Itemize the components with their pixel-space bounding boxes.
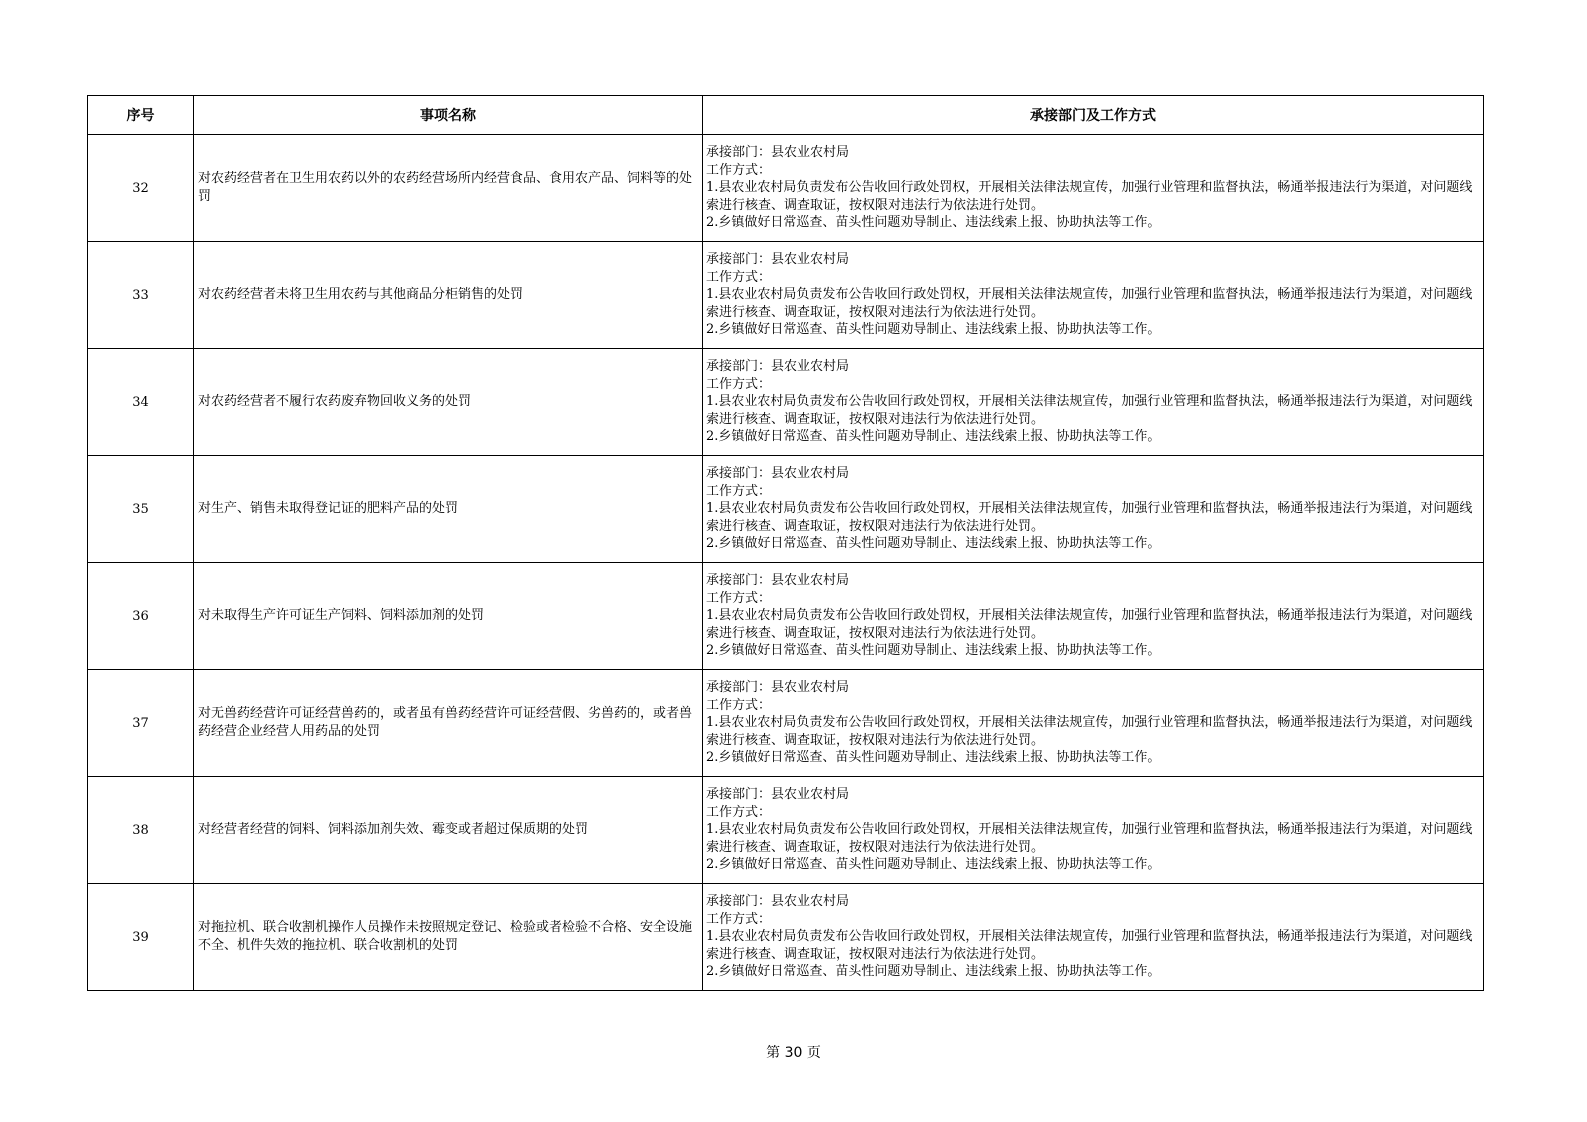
department-method-line-2: 工作方式： bbox=[706, 697, 772, 713]
department-method-line-3: 1.县农业农村局负责发布公告收回行政处罚权，开展相关法律法规宣传，加强行业管理和监督执法，畅通举报违法行为渠道，对问题线索进行核查、调查取证，按权限对违法行为依法进行处罚。 bbox=[706, 929, 1473, 962]
table-row bbox=[88, 777, 1484, 884]
item-name-cell: 对农药经营者未将卫生用农药与其他商品分柜销售的处罚 bbox=[194, 242, 703, 349]
item-name-cell: 对生产、销售未取得登记证的肥料产品的处罚 bbox=[194, 456, 703, 563]
serial-number-cell: 36 bbox=[88, 563, 194, 670]
page-number: 第 30 页 bbox=[766, 1045, 821, 1061]
serial-number-cell: 39 bbox=[88, 884, 194, 991]
department-method-line-2: 工作方式： bbox=[706, 269, 772, 285]
serial-number-cell: 34 bbox=[88, 349, 194, 456]
department-method-line-2: 工作方式： bbox=[706, 911, 772, 927]
department-method-cell bbox=[703, 884, 1484, 991]
serial-number-cell: 32 bbox=[88, 135, 194, 242]
serial-number-cell: 37 bbox=[88, 670, 194, 777]
department-method-line-1: 承接部门：县农业农村局 bbox=[706, 894, 850, 910]
department-method-line-2: 工作方式： bbox=[706, 483, 772, 499]
department-method-line-1: 承接部门：县农业农村局 bbox=[706, 787, 850, 803]
department-method-line-2: 工作方式： bbox=[706, 376, 772, 392]
department-method-line-3: 1.县农业农村局负责发布公告收回行政处罚权，开展相关法律法规宣传，加强行业管理和监督执法，畅通举报违法行为渠道，对问题线索进行核查、调查取证，按权限对违法行为依法进行处罚。 bbox=[706, 180, 1473, 213]
table-row bbox=[88, 456, 1484, 563]
department-method-cell bbox=[703, 670, 1484, 777]
table-row bbox=[88, 670, 1484, 777]
table-row bbox=[88, 563, 1484, 670]
department-method-cell bbox=[703, 135, 1484, 242]
item-name-cell: 对未取得生产许可证生产饲料、饲料添加剂的处罚 bbox=[194, 563, 703, 670]
serial-number-cell: 35 bbox=[88, 456, 194, 563]
department-method-line-4: 2.乡镇做好日常巡查、苗头性问题劝导制止、违法线索上报、协助执法等工作。 bbox=[706, 750, 1161, 766]
department-method-line-2: 工作方式： bbox=[706, 590, 772, 606]
department-method-line-1: 承接部门：县农业农村局 bbox=[706, 359, 850, 375]
department-method-line-4: 2.乡镇做好日常巡查、苗头性问题劝导制止、违法线索上报、协助执法等工作。 bbox=[706, 215, 1161, 231]
item-name-cell: 对经营者经营的饲料、饲料添加剂失效、霉变或者超过保质期的处罚 bbox=[194, 777, 703, 884]
department-method-line-1: 承接部门：县农业农村局 bbox=[706, 145, 850, 161]
table-row bbox=[88, 884, 1484, 991]
department-method-line-1: 承接部门：县农业农村局 bbox=[706, 680, 850, 696]
department-method-cell bbox=[703, 777, 1484, 884]
department-method-cell bbox=[703, 456, 1484, 563]
serial-number-cell: 38 bbox=[88, 777, 194, 884]
department-method-line-2: 工作方式： bbox=[706, 162, 772, 178]
department-method-line-2: 工作方式： bbox=[706, 804, 772, 820]
department-method-cell bbox=[703, 563, 1484, 670]
department-method-line-4: 2.乡镇做好日常巡查、苗头性问题劝导制止、违法线索上报、协助执法等工作。 bbox=[706, 857, 1161, 873]
table-row bbox=[88, 135, 1484, 242]
item-name-cell: 对无兽药经营许可证经营兽药的，或者虽有兽药经营许可证经营假、劣兽药的，或者兽药经营企业经营人用药品的处罚 bbox=[194, 670, 703, 777]
item-name-cell: 对拖拉机、联合收割机操作人员操作未按照规定登记、检验或者检验不合格、安全设施不全、机件失效的拖拉机、联合收割机的处罚 bbox=[194, 884, 703, 991]
department-method-line-4: 2.乡镇做好日常巡查、苗头性问题劝导制止、违法线索上报、协助执法等工作。 bbox=[706, 322, 1161, 338]
department-method-line-4: 2.乡镇做好日常巡查、苗头性问题劝导制止、违法线索上报、协助执法等工作。 bbox=[706, 643, 1161, 659]
department-method-line-3: 1.县农业农村局负责发布公告收回行政处罚权，开展相关法律法规宣传，加强行业管理和监督执法，畅通举报违法行为渠道，对问题线索进行核查、调查取证，按权限对违法行为依法进行处罚。 bbox=[706, 287, 1473, 320]
item-name-cell: 对农药经营者在卫生用农药以外的农药经营场所内经营食品、食用农产品、饲料等的处罚 bbox=[194, 135, 703, 242]
department-method-line-1: 承接部门：县农业农村局 bbox=[706, 466, 850, 482]
header-serial-number: 序号 bbox=[88, 96, 194, 135]
department-method-line-3: 1.县农业农村局负责发布公告收回行政处罚权，开展相关法律法规宣传，加强行业管理和监督执法，畅通举报违法行为渠道，对问题线索进行核查、调查取证，按权限对违法行为依法进行处罚。 bbox=[706, 715, 1473, 748]
header-department-and-method: 承接部门及工作方式 bbox=[703, 96, 1484, 135]
table-row bbox=[88, 242, 1484, 349]
item-name-cell: 对农药经营者不履行农药废弃物回收义务的处罚 bbox=[194, 349, 703, 456]
department-method-line-3: 1.县农业农村局负责发布公告收回行政处罚权，开展相关法律法规宣传，加强行业管理和监督执法，畅通举报违法行为渠道，对问题线索进行核查、调查取证，按权限对违法行为依法进行处罚。 bbox=[706, 608, 1473, 641]
department-method-cell bbox=[703, 242, 1484, 349]
department-method-line-1: 承接部门：县农业农村局 bbox=[706, 573, 850, 589]
department-method-line-4: 2.乡镇做好日常巡查、苗头性问题劝导制止、违法线索上报、协助执法等工作。 bbox=[706, 536, 1161, 552]
department-method-line-1: 承接部门：县农业农村局 bbox=[706, 252, 850, 268]
table-row bbox=[88, 349, 1484, 456]
serial-number-cell: 33 bbox=[88, 242, 194, 349]
department-method-line-4: 2.乡镇做好日常巡查、苗头性问题劝导制止、违法线索上报、协助执法等工作。 bbox=[706, 964, 1161, 980]
header-item-name: 事项名称 bbox=[194, 96, 703, 135]
department-method-line-3: 1.县农业农村局负责发布公告收回行政处罚权，开展相关法律法规宣传，加强行业管理和监督执法，畅通举报违法行为渠道，对问题线索进行核查、调查取证，按权限对违法行为依法进行处罚。 bbox=[706, 394, 1473, 427]
table-header-row bbox=[88, 96, 1484, 135]
department-method-line-3: 1.县农业农村局负责发布公告收回行政处罚权，开展相关法律法规宣传，加强行业管理和监督执法，畅通举报违法行为渠道，对问题线索进行核查、调查取证，按权限对违法行为依法进行处罚。 bbox=[706, 822, 1473, 855]
department-method-cell bbox=[703, 349, 1484, 456]
department-method-line-3: 1.县农业农村局负责发布公告收回行政处罚权，开展相关法律法规宣传，加强行业管理和监督执法，畅通举报违法行为渠道，对问题线索进行核查、调查取证，按权限对违法行为依法进行处罚。 bbox=[706, 501, 1473, 534]
items-table bbox=[87, 95, 1484, 991]
department-method-line-4: 2.乡镇做好日常巡查、苗头性问题劝导制止、违法线索上报、协助执法等工作。 bbox=[706, 429, 1161, 445]
